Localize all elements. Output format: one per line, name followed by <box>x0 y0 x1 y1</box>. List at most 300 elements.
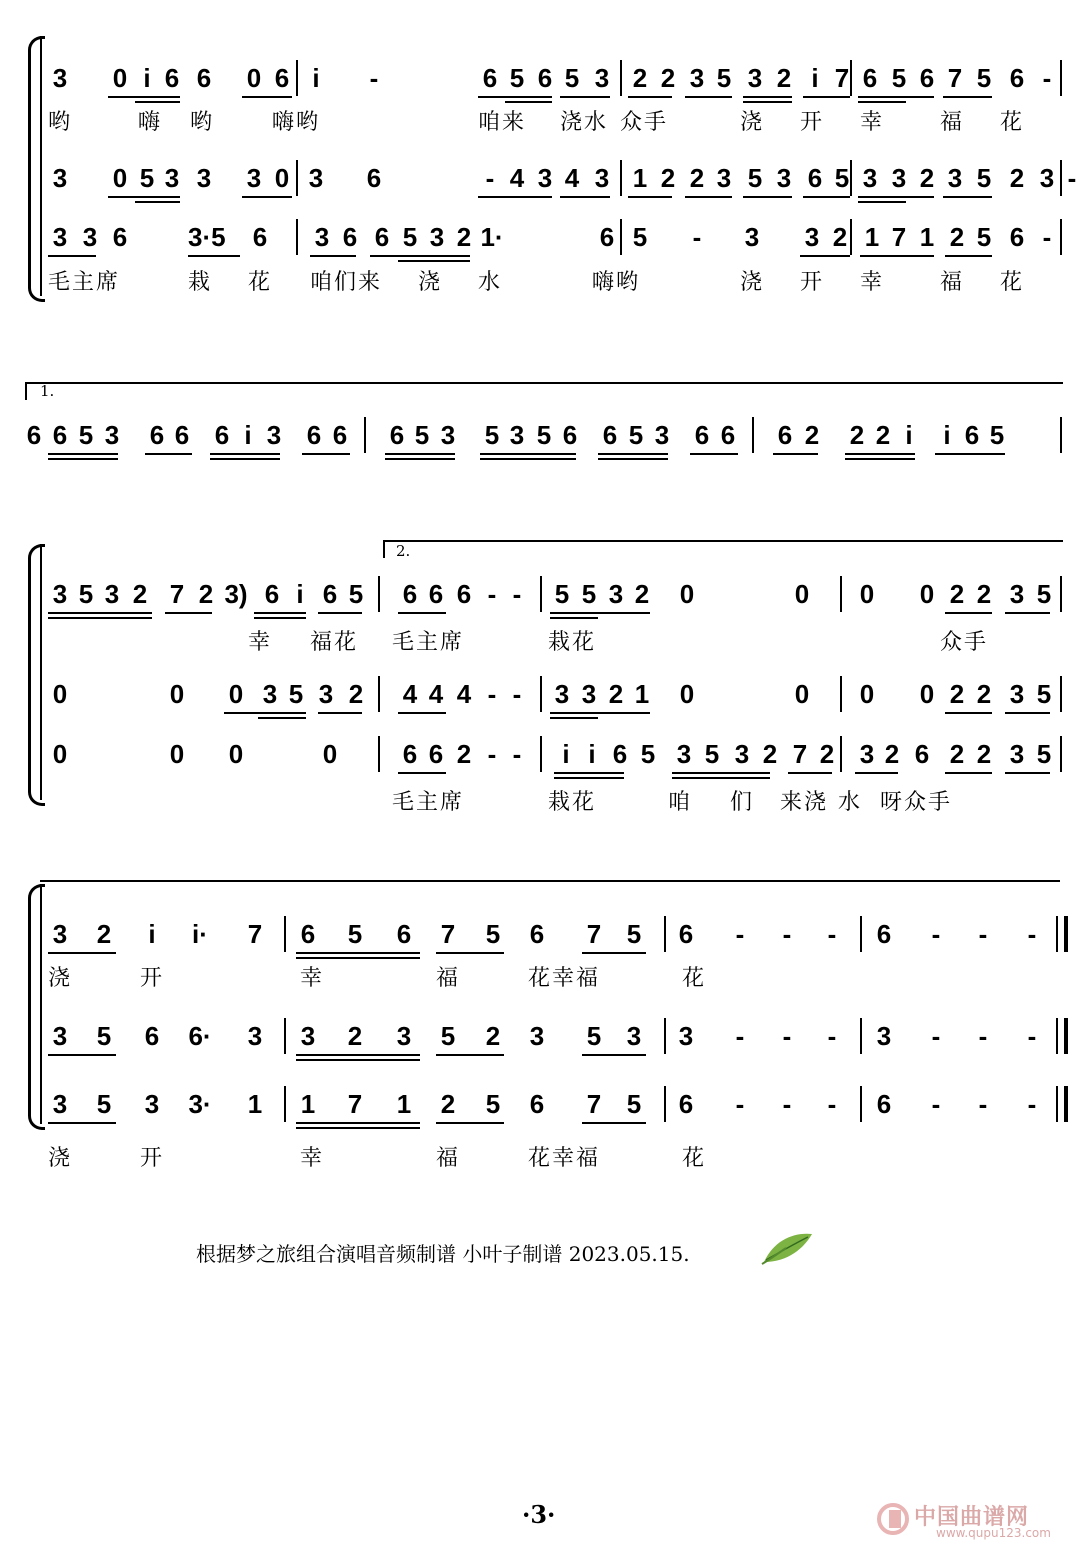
jianpu-note: 2 <box>1009 163 1025 193</box>
beam-underline <box>945 712 992 714</box>
beam-underline <box>135 201 180 203</box>
jianpu-note: 3 <box>891 163 907 193</box>
beam-underline <box>845 453 915 455</box>
barline <box>540 736 542 772</box>
beam-underline <box>385 458 455 460</box>
jianpu-note: 5 <box>536 420 552 450</box>
jianpu-note: 6 <box>26 420 42 450</box>
jianpu-note: 6 <box>428 739 444 769</box>
lyric-syllable: 毛主席 <box>392 630 465 655</box>
watermark-logo-icon <box>876 1502 910 1536</box>
jianpu-note: - <box>485 163 495 193</box>
beam-underline <box>398 260 470 262</box>
jianpu-note: 2 <box>347 1021 363 1051</box>
jianpu-note: 5 <box>976 63 992 93</box>
beam-underline <box>48 612 152 614</box>
jianpu-note: 2 <box>440 1089 456 1119</box>
lyric-syllable: 幸 <box>300 966 325 991</box>
volta-1-line <box>25 382 1063 384</box>
jianpu-note: 3 <box>266 420 282 450</box>
jianpu-note: 0 <box>112 163 128 193</box>
jianpu-note: i <box>148 919 156 949</box>
barline <box>1060 60 1062 96</box>
beam-underline <box>672 777 770 779</box>
barline <box>284 1018 286 1054</box>
beam-underline <box>108 196 180 198</box>
watermark-url: www.qupu123.com <box>936 1526 1051 1540</box>
lyric-syllable: 幸 <box>300 1146 325 1171</box>
jianpu-note: i <box>296 579 304 609</box>
jianpu-note: 3 <box>947 163 963 193</box>
jianpu-note: 6 <box>964 420 980 450</box>
beam-underline <box>188 255 240 257</box>
system-4 <box>0 880 1087 1180</box>
jianpu-note: 5 <box>348 579 364 609</box>
final-barline-thick <box>1064 916 1068 952</box>
beam-underline <box>855 772 898 774</box>
jianpu-note: 5 <box>414 420 430 450</box>
jianpu-note: 0 <box>274 163 290 193</box>
beam-underline <box>48 617 152 619</box>
jianpu-note: 3 <box>716 163 732 193</box>
beam-underline <box>505 101 552 103</box>
beam-underline <box>310 255 356 257</box>
lyric-syllable: 福 <box>940 110 965 135</box>
beam-underline <box>436 1122 504 1124</box>
jianpu-note: 5 <box>704 739 720 769</box>
lyric-syllable: 开 <box>140 966 165 991</box>
jianpu-note: 6 <box>537 63 553 93</box>
lyric-syllable: 水 <box>838 790 863 815</box>
lyric-syllable: 咱 <box>668 790 693 815</box>
jianpu-note: 7 <box>792 739 808 769</box>
beam-underline <box>743 96 792 98</box>
jianpu-note: 6 <box>720 420 736 450</box>
lyric-syllable: 众手 <box>940 630 989 655</box>
jianpu-note: 2 <box>976 739 992 769</box>
jianpu-note: 5 <box>78 579 94 609</box>
beam-underline <box>296 1054 420 1056</box>
jianpu-note: 3 <box>776 163 792 193</box>
beam-underline <box>800 255 850 257</box>
beam-underline <box>628 96 672 98</box>
jianpu-note: 3 <box>429 222 445 252</box>
barline <box>1056 1018 1058 1054</box>
jianpu-note: 3 <box>1039 163 1055 193</box>
jianpu-note: - <box>512 739 522 769</box>
jianpu-note: 2 <box>819 739 835 769</box>
credit-line: 根据梦之旅组合演唱音频制谱 小叶子制谱 2023.05.15. <box>196 1242 690 1266</box>
beam-underline <box>436 952 504 954</box>
jianpu-note: i <box>588 739 596 769</box>
jianpu-note: - <box>1027 919 1037 949</box>
jianpu-note: 3 <box>876 1021 892 1051</box>
jianpu-note: 3 <box>300 1021 316 1051</box>
jianpu-note: 3 <box>1009 579 1025 609</box>
volta-2-tick <box>383 540 385 558</box>
beam-underline <box>48 453 118 455</box>
lyrics-3-row <box>0 1144 1087 1196</box>
jianpu-note: 3 <box>1009 739 1025 769</box>
jianpu-note: - <box>1067 163 1077 193</box>
jianpu-note: 5 <box>485 919 501 949</box>
jianpu-note: 0 <box>52 739 68 769</box>
barline <box>296 219 298 255</box>
beam-underline <box>165 612 212 614</box>
lyric-syllable: 咱们来 <box>310 270 383 295</box>
beam-underline <box>478 196 552 198</box>
voice-2-row <box>0 158 1087 210</box>
beam-underline <box>858 196 934 198</box>
jianpu-note: 6 <box>252 222 268 252</box>
jianpu-note: 2 <box>660 63 676 93</box>
jianpu-note: 3 <box>318 679 334 709</box>
lyric-syllable: 众手 <box>620 110 669 135</box>
jianpu-note: 1 <box>919 222 935 252</box>
jianpu-note: 3 <box>52 919 68 949</box>
voice-3-row <box>0 1084 1087 1136</box>
lyric-syllable: 浇 <box>740 270 765 295</box>
lyric-syllable: 花幸福 <box>528 1146 601 1171</box>
jianpu-note: - <box>735 1021 745 1051</box>
beam-underline <box>685 196 732 198</box>
lyrics-3-row <box>0 788 1087 840</box>
jianpu-note: - <box>827 1089 837 1119</box>
lyric-syllable: 咱来 <box>478 110 527 135</box>
lyric-syllable: 毛主席 <box>392 790 465 815</box>
jianpu-note: 5 <box>976 222 992 252</box>
jianpu-note: 0 <box>228 679 244 709</box>
jianpu-note: - <box>735 1089 745 1119</box>
site-watermark <box>876 1500 1081 1540</box>
lyric-syllable: 浇 <box>740 110 765 135</box>
jianpu-note: i <box>811 63 819 93</box>
beam-underline <box>945 772 992 774</box>
lyric-syllable: 福 <box>940 270 965 295</box>
beam-underline <box>582 1054 646 1056</box>
jianpu-note: 0 <box>112 63 128 93</box>
jianpu-note: 7 <box>834 63 850 93</box>
jianpu-note: 0 <box>859 679 875 709</box>
beam-underline <box>296 1122 420 1124</box>
jianpu-note: 5 <box>402 222 418 252</box>
beam-underline <box>550 717 598 719</box>
beam-underline <box>598 453 668 455</box>
jianpu-note: - <box>978 1089 988 1119</box>
jianpu-note: 6 <box>374 222 390 252</box>
lyrics-1-row <box>0 628 1087 680</box>
jianpu-note: 5 <box>747 163 763 193</box>
jianpu-note: 7 <box>247 919 263 949</box>
beam-underline <box>370 255 470 257</box>
jianpu-note: 6 <box>214 420 230 450</box>
jianpu-note: 0 <box>679 579 695 609</box>
barline <box>850 219 852 255</box>
barline <box>664 916 666 952</box>
lyric-syllable: 来浇 <box>780 790 829 815</box>
jianpu-note: 6 <box>678 1089 694 1119</box>
jianpu-note: 2 <box>634 579 650 609</box>
jianpu-note: 6 <box>402 739 418 769</box>
beam-underline <box>302 453 350 455</box>
jianpu-note: 3 <box>676 739 692 769</box>
jianpu-note: 3 <box>626 1021 642 1051</box>
jianpu-note: 2 <box>832 222 848 252</box>
beam-underline <box>145 453 192 455</box>
beam-underline <box>788 772 832 774</box>
beam-underline <box>845 458 915 460</box>
jianpu-note: 6 <box>777 420 793 450</box>
jianpu-note: 5 <box>989 420 1005 450</box>
jianpu-note: 3 <box>594 63 610 93</box>
beam-underline <box>550 612 650 614</box>
jianpu-note: - <box>487 739 497 769</box>
jianpu-note: i <box>312 63 320 93</box>
jianpu-note: 4 <box>509 163 525 193</box>
jianpu-note: 7 <box>347 1089 363 1119</box>
beam-underline <box>560 96 610 98</box>
barline <box>1060 576 1062 612</box>
jianpu-note: 6 <box>482 63 498 93</box>
jianpu-note: 5 <box>484 420 500 450</box>
jianpu-note: 3 <box>52 63 68 93</box>
barline <box>664 1086 666 1122</box>
barline <box>860 1086 862 1122</box>
jianpu-note: 6 <box>396 919 412 949</box>
jianpu-note: 5 <box>564 63 580 93</box>
lyric-syllable: 嗨哟 <box>272 110 321 135</box>
beam-underline <box>478 96 552 98</box>
jianpu-note: 3 <box>744 222 760 252</box>
jianpu-note: 5 <box>1036 739 1052 769</box>
jianpu-note: 2 <box>804 420 820 450</box>
jianpu-note: 2 <box>949 579 965 609</box>
system-1 <box>0 30 1087 310</box>
jianpu-note: 7 <box>440 919 456 949</box>
jianpu-note: 3 <box>554 679 570 709</box>
beam-underline <box>685 96 732 98</box>
barline <box>378 576 380 612</box>
jianpu-note: i <box>562 739 570 769</box>
jianpu-note: 6 <box>366 163 382 193</box>
jianpu-note: 3· <box>188 1089 212 1119</box>
beam-underline <box>943 196 992 198</box>
jianpu-note: 5 <box>834 163 850 193</box>
beam-underline <box>803 96 850 98</box>
jianpu-note: 3 <box>608 579 624 609</box>
jianpu-note: 6 <box>112 222 128 252</box>
beam-underline <box>1005 772 1050 774</box>
jianpu-note: 0 <box>246 63 262 93</box>
beam-underline <box>554 772 624 774</box>
watermark-brand: 中国曲谱网 <box>914 1505 1030 1530</box>
jianpu-note: 7 <box>169 579 185 609</box>
barline <box>364 417 366 453</box>
jianpu-note: 6 <box>562 420 578 450</box>
jianpu-note: 5 <box>554 579 570 609</box>
lyric-syllable: 们 <box>730 790 755 815</box>
jianpu-note: - <box>735 919 745 949</box>
barline <box>378 676 380 712</box>
jianpu-note: 3 <box>440 420 456 450</box>
barline <box>620 219 622 255</box>
jianpu-note: i <box>943 420 951 450</box>
jianpu-note: - <box>692 222 702 252</box>
leaf-icon <box>760 1228 816 1268</box>
voice-2-row <box>0 1016 1087 1068</box>
jianpu-note: 6 <box>876 1089 892 1119</box>
barline <box>378 736 380 772</box>
jianpu-note: 3 <box>1009 679 1025 709</box>
beam-underline <box>108 96 180 98</box>
barline <box>850 160 852 196</box>
jianpu-note: 6 <box>529 919 545 949</box>
jianpu-note: 6 <box>862 63 878 93</box>
barline <box>1056 916 1058 952</box>
lyric-syllable: 栽 <box>188 270 213 295</box>
jianpu-note: 6 <box>807 163 823 193</box>
jianpu-note: i· <box>192 919 208 949</box>
lyric-syllable: 哟 <box>190 110 215 135</box>
jianpu-note: 2 <box>456 739 472 769</box>
beam-underline <box>550 617 598 619</box>
beam-underline <box>296 1059 420 1061</box>
jianpu-note: 1 <box>247 1089 263 1119</box>
jianpu-note: 3 <box>594 163 610 193</box>
jianpu-note: 2 <box>132 579 148 609</box>
lyric-syllable: 毛主席 <box>48 270 121 295</box>
jianpu-note: - <box>1042 222 1052 252</box>
jianpu-note: 3 <box>859 739 875 769</box>
jianpu-note: 6 <box>306 420 322 450</box>
lyric-syllable: 哟 <box>48 110 73 135</box>
jianpu-note: 5 <box>96 1089 112 1119</box>
jianpu-note: 0 <box>169 739 185 769</box>
jianpu-note: 1 <box>634 679 650 709</box>
beam-underline <box>773 453 818 455</box>
jianpu-note: 0 <box>919 579 935 609</box>
jianpu-note: 6 <box>529 1089 545 1119</box>
jianpu-note: 3·5 <box>188 222 226 252</box>
beam-underline <box>598 458 668 460</box>
lyrics-1-row <box>0 108 1087 160</box>
beam-underline <box>480 453 576 455</box>
lyric-syllable: 开 <box>140 1146 165 1171</box>
lyric-syllable: 花 <box>1000 270 1025 295</box>
beam-underline <box>858 101 906 103</box>
beam-underline <box>1005 612 1050 614</box>
beam-underline <box>743 101 792 103</box>
lyric-syllable: 幸 <box>860 110 885 135</box>
system-3 <box>0 540 1087 815</box>
lyric-syllable: 福花 <box>310 630 359 655</box>
voice-1-row <box>0 914 1087 966</box>
beam-underline <box>858 201 906 203</box>
jianpu-note: 3 <box>247 1021 263 1051</box>
beam-underline <box>224 712 306 714</box>
jianpu-note: 6 <box>1009 63 1025 93</box>
jianpu-note: - <box>827 1021 837 1051</box>
jianpu-note: 2 <box>875 420 891 450</box>
jianpu-note: 3) <box>224 579 248 609</box>
jianpu-note: 3 <box>509 420 525 450</box>
jianpu-note: 2 <box>919 163 935 193</box>
jianpu-note: 4 <box>428 679 444 709</box>
jianpu-note: 3 <box>689 63 705 93</box>
jianpu-note: - <box>1027 1089 1037 1119</box>
beam-underline <box>945 255 992 257</box>
lyric-syllable: 幸 <box>860 270 885 295</box>
jianpu-note: - <box>512 679 522 709</box>
jianpu-note: - <box>827 919 837 949</box>
barline <box>284 1086 286 1122</box>
beam-underline <box>672 772 770 774</box>
lyric-syllable: 花 <box>682 1146 707 1171</box>
jianpu-note: 2 <box>762 739 778 769</box>
beam-underline <box>210 458 280 460</box>
jianpu-note: 3 <box>52 579 68 609</box>
jianpu-note: 1 <box>300 1089 316 1119</box>
jianpu-note: 5 <box>628 420 644 450</box>
jianpu-note: 6 <box>456 579 472 609</box>
barline <box>1060 676 1062 712</box>
jianpu-note: 0 <box>794 579 810 609</box>
jianpu-note: 6 <box>678 919 694 949</box>
jianpu-note: 5 <box>1036 679 1052 709</box>
jianpu-note: 3 <box>52 163 68 193</box>
jianpu-note: 2 <box>456 222 472 252</box>
jianpu-note: 3 <box>196 163 212 193</box>
jianpu-note: - <box>369 63 379 93</box>
jianpu-note: - <box>512 579 522 609</box>
barline <box>752 417 754 453</box>
beam-underline <box>480 458 576 460</box>
jianpu-note: 6 <box>174 420 190 450</box>
jianpu-note: 2 <box>949 739 965 769</box>
barline <box>860 1018 862 1054</box>
jianpu-note: 2 <box>660 163 676 193</box>
jianpu-note: 0 <box>52 679 68 709</box>
beam-underline <box>296 952 420 954</box>
jianpu-note: 0 <box>228 739 244 769</box>
jianpu-note: - <box>1027 1021 1037 1051</box>
beam-underline <box>943 96 992 98</box>
jianpu-note: 6 <box>389 420 405 450</box>
jianpu-note: 6 <box>428 579 444 609</box>
jianpu-note: 0 <box>859 579 875 609</box>
final-barline-thick <box>1064 1086 1068 1122</box>
jianpu-note: 6 <box>274 63 290 93</box>
volta-2-line <box>383 540 1063 542</box>
system-top-line <box>40 880 1060 882</box>
jianpu-note: 2 <box>949 679 965 709</box>
jianpu-note: 2 <box>689 163 705 193</box>
jianpu-note: 2 <box>884 739 900 769</box>
jianpu-note: 3 <box>862 163 878 193</box>
jianpu-note: 6 <box>52 420 68 450</box>
jianpu-note: 2 <box>632 63 648 93</box>
jianpu-note: 5 <box>440 1021 456 1051</box>
lyrics-3-row <box>0 268 1087 320</box>
jianpu-note: 5 <box>976 163 992 193</box>
voice-3-row <box>0 734 1087 786</box>
barline <box>664 1018 666 1054</box>
beam-underline <box>258 717 306 719</box>
jianpu-note: 6 <box>264 579 280 609</box>
jianpu-note: 3 <box>678 1021 694 1051</box>
lyric-syllable: 嗨 <box>138 110 163 135</box>
jianpu-note: 6 <box>876 919 892 949</box>
